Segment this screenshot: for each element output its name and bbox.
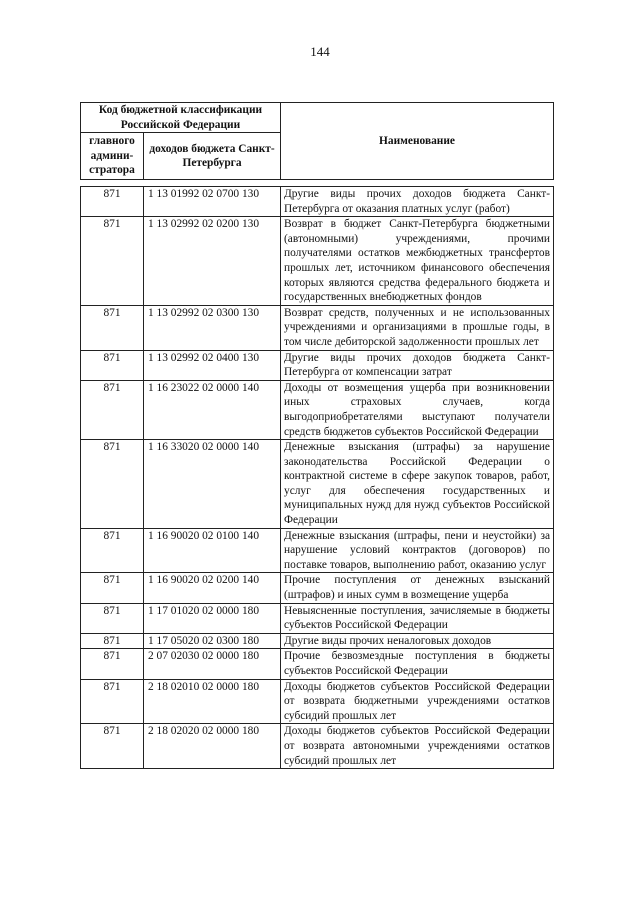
table-row [81, 649, 554, 679]
admin-code-cell: 871 [81, 573, 144, 603]
income-code-cell: 1 13 02992 02 0200 130 [144, 217, 281, 306]
income-code-cell: 1 17 05020 02 0300 180 [144, 633, 281, 649]
income-name-cell: Возврат в бюджет Санкт-Петербурга бюджетными (автономными) учреждениями, прочими получателями остатков межбюджетных трансфертов прошлых лет, источником финансового обеспечения которых являются средства федерального бюджета и государственных внебюджетных фондов [281, 217, 554, 306]
income-name-cell: Другие виды прочих доходов бюджета Санкт-Петербурга от компенсации затрат [281, 350, 554, 380]
income-name-cell: Доходы бюджетов субъектов Российской Федерации от возврата бюджетными учреждениями остатков субсидий прошлых лет [281, 679, 554, 724]
admin-code-cell: 871 [81, 440, 144, 529]
admin-code-cell: 871 [81, 679, 144, 724]
table-row [81, 528, 554, 573]
table-row [81, 724, 554, 769]
income-code-cell: 1 17 01020 02 0000 180 [144, 603, 281, 633]
income-name-cell: Доходы бюджетов субъектов Российской Федерации от возврата автономными учреждениями остатков субсидий прошлых лет [281, 724, 554, 769]
table-row [81, 573, 554, 603]
admin-code-cell: 871 [81, 633, 144, 649]
admin-code-cell: 871 [81, 305, 144, 350]
income-code-cell: 1 16 90020 02 0100 140 [144, 528, 281, 573]
income-name-cell: Доходы от возмещения ущерба при возникновении иных страховых случаев, когда выгодоприобретателями выступают получатели средств бюджетов субъектов Российской Федерации [281, 380, 554, 439]
admin-code-cell: 871 [81, 528, 144, 573]
income-name-cell: Прочие безвозмездные поступления в бюджеты субъектов Российской Федерации [281, 649, 554, 679]
table-row [81, 633, 554, 649]
income-code-cell: 2 07 02030 02 0000 180 [144, 649, 281, 679]
income-name-cell: Денежные взыскания (штрафы, пени и неустойки) за нарушение условий контрактов (договоров) по поставке товаров, выполнению работ, оказанию услуг [281, 528, 554, 573]
table-row [81, 440, 554, 529]
table-row [81, 603, 554, 633]
income-code-cell: 1 16 90020 02 0200 140 [144, 573, 281, 603]
data-table [80, 186, 554, 769]
income-name-cell: Возврат средств, полученных и не использованных учреждениями и организациями в прошлые годы, в том числе дебиторской задолженности прошлых лет [281, 305, 554, 350]
table-header [80, 102, 554, 180]
header-income: доходов бюджета Санкт-Петербурга [144, 133, 281, 180]
header-classification-code: Код бюджетной классификации Российской Федерации [81, 103, 281, 133]
income-code-cell: 2 18 02010 02 0000 180 [144, 679, 281, 724]
income-code-cell: 1 16 33020 02 0000 140 [144, 440, 281, 529]
income-name-cell: Невыясненные поступления, зачисляемые в бюджеты субъектов Российской Федерации [281, 603, 554, 633]
income-code-cell: 1 13 02992 02 0300 130 [144, 305, 281, 350]
header-name: Наименование [281, 103, 554, 180]
header-admin: главного админи-стратора [81, 133, 144, 180]
table-row [81, 217, 554, 306]
admin-code-cell: 871 [81, 603, 144, 633]
admin-code-cell: 871 [81, 187, 144, 217]
table-row [81, 679, 554, 724]
income-code-cell: 1 13 02992 02 0400 130 [144, 350, 281, 380]
income-code-cell: 1 16 23022 02 0000 140 [144, 380, 281, 439]
income-code-cell: 1 13 01992 02 0700 130 [144, 187, 281, 217]
income-name-cell: Другие виды прочих неналоговых доходов [281, 633, 554, 649]
page-number: 144 [310, 44, 330, 59]
admin-code-cell: 871 [81, 380, 144, 439]
admin-code-cell: 871 [81, 217, 144, 306]
admin-code-cell: 871 [81, 350, 144, 380]
admin-code-cell: 871 [81, 724, 144, 769]
income-code-cell: 2 18 02020 02 0000 180 [144, 724, 281, 769]
income-name-cell: Денежные взыскания (штрафы) за нарушение законодательства Российской Федерации о контрактной системе в сфере закупок товаров, работ, услуг для обеспечения государственных и муниципальных нужд для нужд субъектов Российской Федерации [281, 440, 554, 529]
table-row [81, 350, 554, 380]
income-name-cell: Другие виды прочих доходов бюджета Санкт-Петербурга от оказания платных услуг (работ) [281, 187, 554, 217]
table-row [81, 380, 554, 439]
admin-code-cell: 871 [81, 649, 144, 679]
income-name-cell: Прочие поступления от денежных взысканий (штрафов) и иных сумм в возмещение ущерба [281, 573, 554, 603]
table-row [81, 187, 554, 217]
table-row [81, 305, 554, 350]
